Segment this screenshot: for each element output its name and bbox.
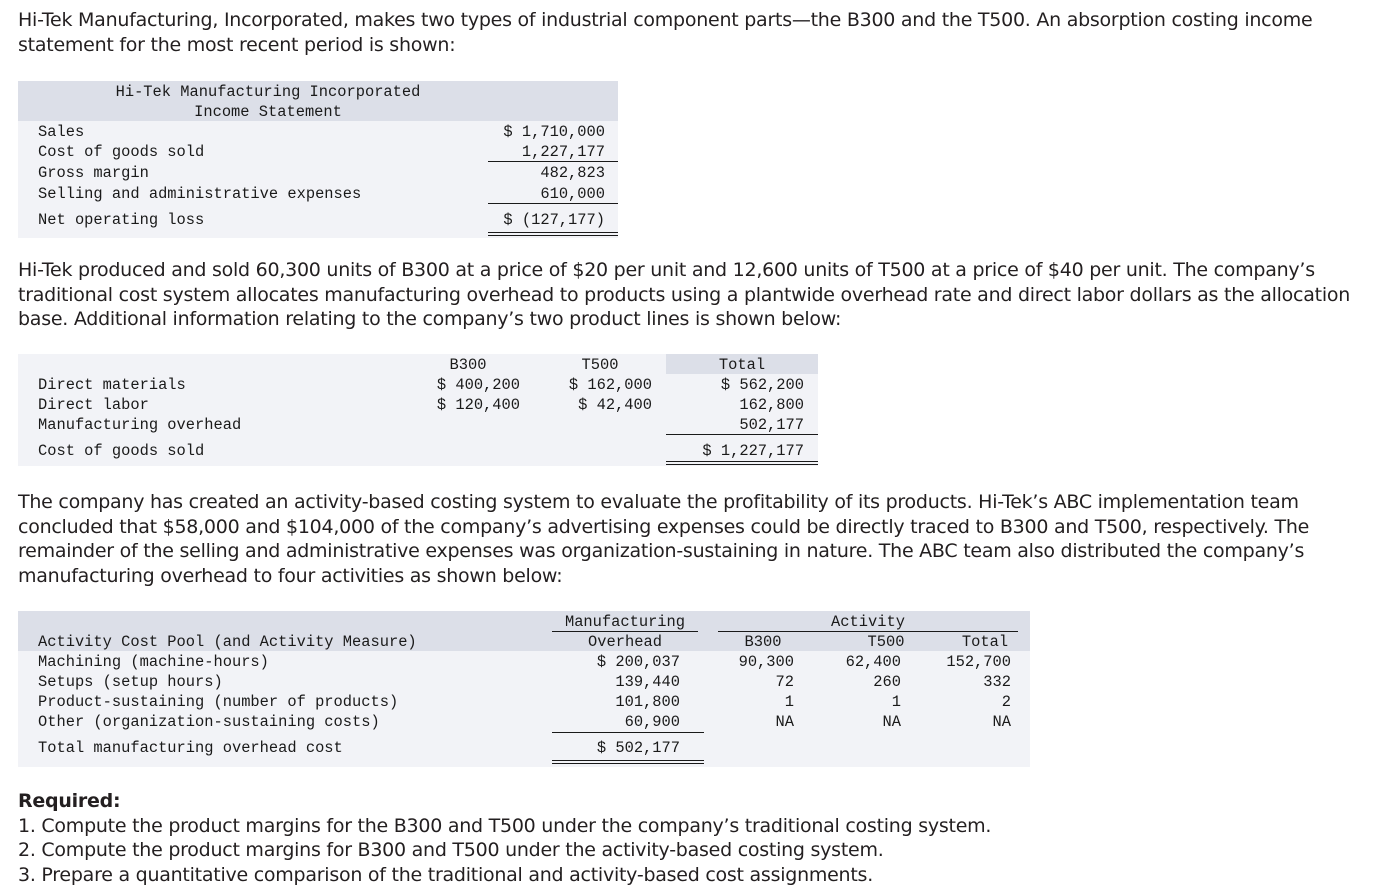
activity-b300-other: NA — [775, 713, 794, 731]
is-value-gross-margin: 482,823 — [540, 164, 605, 182]
activity-header-activity: Activity — [831, 613, 905, 631]
activity-header-b300: B300 — [744, 633, 782, 651]
required-item-1: 1. Compute the product margins for the B300 and T500 under the company’s traditional costing system. — [18, 814, 992, 837]
product-total-moh: 502,177 — [739, 416, 804, 434]
product-cost-table — [18, 354, 818, 466]
product-double-rule-2 — [666, 464, 818, 465]
activity-t500-product-sustaining: 1 — [891, 693, 901, 711]
activity-overhead-product-sustaining: 101,800 — [615, 693, 680, 711]
activity-b300-setups: 72 — [775, 673, 794, 691]
product-t500-dm: $ 162,000 — [568, 376, 652, 394]
activity-b300-product-sustaining: 1 — [784, 693, 794, 711]
is-double-rule-1 — [488, 232, 618, 233]
product-header-b300: B300 — [449, 356, 487, 374]
activity-t500-other: NA — [882, 713, 901, 731]
product-t500-dl: $ 42,400 — [578, 396, 652, 414]
product-b300-dm: $ 400,200 — [436, 376, 520, 394]
activity-header-overhead-line1: Manufacturing — [564, 613, 686, 631]
activity-total-product-sustaining: 2 — [1001, 693, 1011, 711]
activity-header-pool: Activity Cost Pool (and Activity Measure) — [38, 633, 417, 651]
activity-b300-machining: 90,300 — [738, 653, 794, 671]
income-statement-table — [18, 81, 618, 238]
activity-double-rule-2 — [552, 763, 704, 764]
production-paragraph: Hi-Tek produced and sold 60,300 units of B300 at a price of $20 per unit and 12,600 units of T500 at a price of $40 per unit. The company’s traditional cost system allocates manufacturing overhead to products using a plantwide overhead rate and direct labor dollars as the allocation base. Additional information relating to the company’s two product lines is shown below: — [18, 259, 1351, 330]
activity-overhead-other: 60,900 — [624, 713, 680, 731]
activity-label-other: Other (organization-sustaining costs) — [38, 713, 380, 731]
is-label-sga: Selling and administrative expenses — [38, 185, 362, 203]
product-header-t500: T500 — [581, 356, 619, 374]
activity-header-total: Total — [961, 633, 1009, 651]
product-label-dl: Direct labor — [38, 396, 149, 414]
activity-overhead-total: $ 502,177 — [596, 739, 680, 757]
product-total-cogs: $ 1,227,177 — [702, 442, 804, 460]
activity-cost-table — [18, 611, 1030, 767]
required-section — [18, 789, 1378, 887]
is-rule-subtotal — [488, 161, 618, 162]
intro-paragraph: Hi-Tek Manufacturing, Incorporated, makes two types of industrial component parts—the B300 and the T500. An absorption costing income statement for the most recent period is shown: — [18, 9, 1313, 56]
activity-total-setups: 332 — [983, 673, 1011, 691]
activity-t500-machining: 62,400 — [845, 653, 901, 671]
is-label-sales: Sales — [38, 123, 85, 141]
product-label-moh: Manufacturing overhead — [38, 416, 242, 434]
required-item-3: 3. Prepare a quantitative comparison of the traditional and activity-based cost assignments. — [18, 863, 873, 886]
activity-label-product-sustaining: Product-sustaining (number of products) — [38, 693, 399, 711]
is-double-rule-2 — [488, 235, 618, 236]
is-label-cogs: Cost of goods sold — [38, 143, 205, 161]
is-value-sales: $ 1,710,000 — [503, 123, 605, 141]
product-header-total: Total — [718, 356, 766, 374]
activity-label-machining: Machining (machine-hours) — [38, 653, 269, 671]
activity-label-setups: Setups (setup hours) — [38, 673, 223, 691]
product-b300-dl: $ 120,400 — [436, 396, 520, 414]
is-value-cogs: 1,227,177 — [521, 143, 605, 161]
activity-label-total: Total manufacturing overhead cost — [38, 739, 343, 757]
product-total-dl: 162,800 — [739, 396, 804, 414]
abc-paragraph: The company has created an activity-based costing system to evaluate the profitability of its products. Hi-Tek’s ABC implementation team concluded that $58,000 and $104,000 of the company’s advertising expenses could be directly traced to B300 and T500, respectively. The remainder of the selling and administrative expenses was organization-sustaining in nature. The ABC team also distributed the company’s manufacturing overhead to four activities as shown below: — [18, 491, 1310, 587]
required-item-2: 2. Compute the product margins for B300 and T500 under the activity-based costing system. — [18, 839, 884, 861]
is-value-sga: 610,000 — [540, 185, 605, 203]
is-value-net-loss: $ (127,177) — [503, 211, 605, 229]
activity-t500-setups: 260 — [873, 673, 901, 691]
is-label-gross-margin: Gross margin — [38, 164, 149, 182]
product-label-dm: Direct materials — [38, 376, 186, 394]
product-double-rule-1 — [666, 461, 818, 462]
product-label-cogs: Cost of goods sold — [38, 442, 205, 460]
required-title: Required: — [18, 790, 121, 812]
income-statement-subtitle: Income Statement — [194, 103, 342, 121]
activity-header-activity-underline — [718, 631, 1018, 632]
activity-total-machining: 152,700 — [946, 653, 1011, 671]
income-statement-title: Hi-Tek Manufacturing Incorporated — [115, 83, 421, 101]
activity-total-other: NA — [992, 713, 1011, 731]
activity-overhead-machining: $ 200,037 — [596, 653, 680, 671]
activity-header-overhead-underline — [552, 631, 698, 632]
activity-header-overhead-line2: Overhead — [588, 633, 662, 651]
product-rule-total — [666, 434, 818, 435]
activity-overhead-setups: 139,440 — [615, 673, 680, 691]
is-rule-total — [488, 203, 618, 204]
activity-rule-total — [552, 732, 704, 733]
activity-double-rule-1 — [552, 760, 704, 761]
activity-header-t500: T500 — [867, 633, 905, 651]
product-total-dm: $ 562,200 — [720, 376, 804, 394]
is-label-net-loss: Net operating loss — [38, 211, 205, 229]
